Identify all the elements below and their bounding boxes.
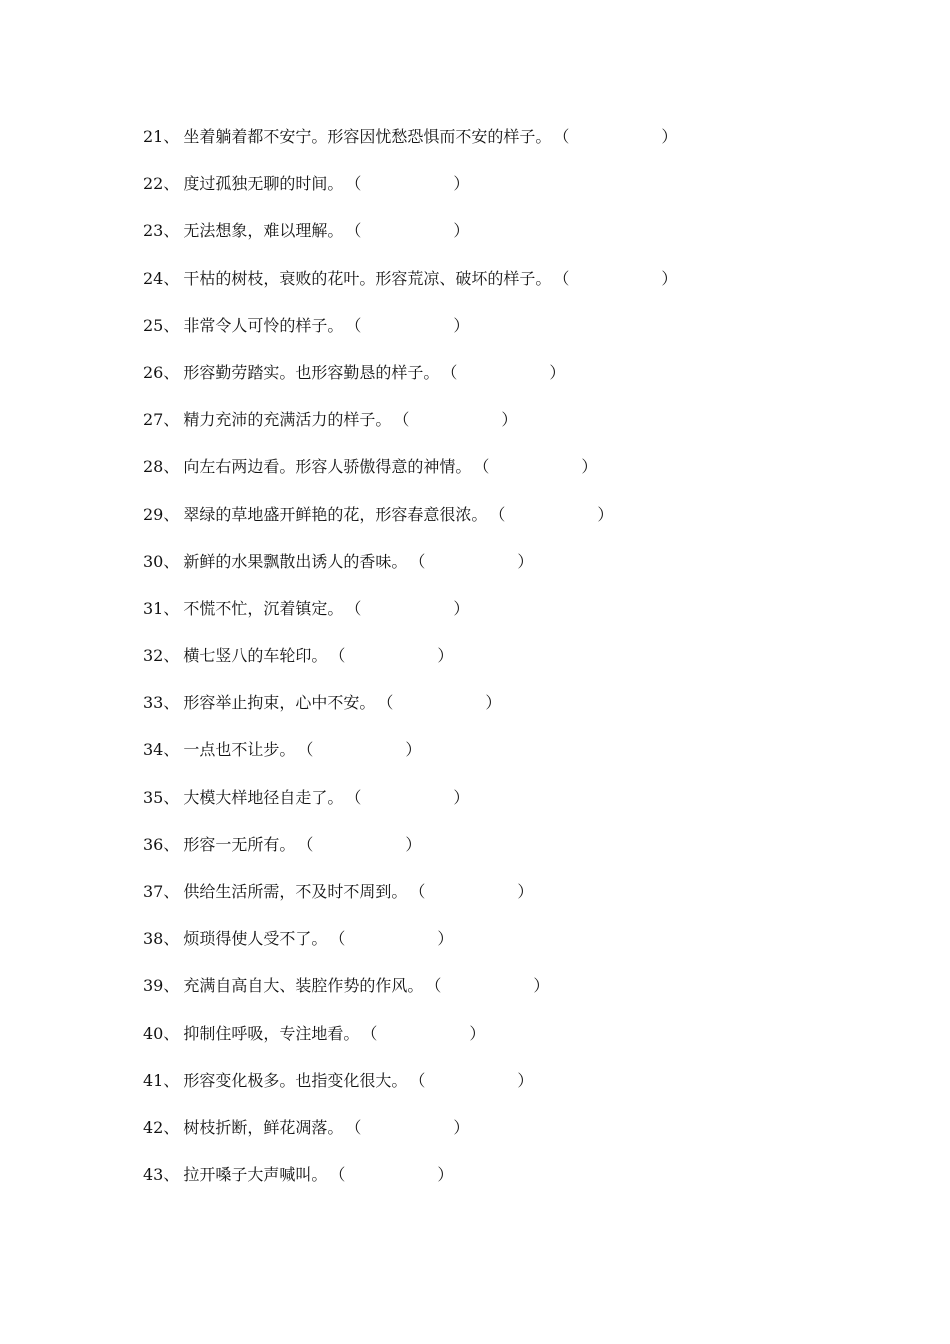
close-parenthesis: ） (533, 976, 550, 996)
question-number: 26 (143, 362, 164, 382)
close-parenthesis: ） (405, 834, 422, 854)
answer-blank[interactable] (473, 454, 598, 480)
question-text: 精力充沛的充满活力的样子。 (183, 410, 392, 430)
question-separator: 、 (163, 976, 180, 996)
question-item (143, 549, 673, 596)
answer-blank[interactable] (329, 1162, 454, 1188)
question-item (143, 1162, 673, 1209)
close-parenthesis: ） (453, 598, 470, 618)
open-parenthesis: （ (409, 551, 426, 571)
close-parenthesis: ） (517, 1070, 534, 1090)
answer-space[interactable] (357, 1118, 453, 1138)
close-parenthesis: ） (453, 1117, 470, 1137)
question-number: 38 (143, 929, 164, 949)
question-number: 42 (143, 1117, 164, 1137)
answer-space[interactable] (485, 457, 581, 477)
question-item (143, 879, 673, 926)
answer-space[interactable] (357, 174, 453, 194)
question-item (143, 360, 673, 407)
answer-space[interactable] (405, 410, 501, 430)
close-parenthesis: ） (549, 362, 566, 382)
question-separator: 、 (163, 1165, 180, 1185)
question-item (143, 690, 673, 737)
close-parenthesis: ） (453, 315, 470, 335)
question-number: 28 (143, 457, 164, 477)
question-text: 形容举止拘束，心中不安。 (183, 693, 376, 713)
question-separator: 、 (163, 551, 180, 571)
question-text: 无法想象，难以理解。 (183, 221, 344, 241)
question-item (143, 124, 678, 171)
answer-space[interactable] (341, 646, 437, 666)
question-number: 41 (143, 1070, 164, 1090)
close-parenthesis: ） (469, 1023, 486, 1043)
question-list (143, 124, 678, 1209)
open-parenthesis: （ (553, 268, 570, 288)
open-parenthesis: （ (409, 1070, 426, 1090)
question-number: 25 (143, 315, 164, 335)
question-text: 干枯的树枝，衰败的花叶。形容荒凉、破坏的样子。 (183, 268, 552, 288)
question-text: 充满自高自大、装腔作势的作风。 (183, 976, 424, 996)
question-separator: 、 (163, 457, 180, 477)
answer-space[interactable] (309, 740, 405, 760)
close-parenthesis: ） (661, 127, 678, 146)
open-parenthesis: （ (345, 174, 362, 194)
answer-blank[interactable] (329, 926, 454, 952)
open-parenthesis: （ (377, 693, 394, 713)
close-parenthesis: ） (405, 740, 422, 760)
question-item (143, 926, 673, 973)
open-parenthesis: （ (441, 362, 458, 382)
question-item (143, 643, 673, 690)
question-text: 新鲜的水果飘散出诱人的香味。 (183, 551, 408, 571)
question-item (143, 502, 673, 549)
question-text: 形容一无所有。 (183, 834, 296, 854)
question-number: 37 (143, 882, 164, 901)
answer-space[interactable] (453, 363, 549, 383)
open-parenthesis: （ (345, 315, 362, 335)
answer-blank[interactable] (409, 549, 534, 575)
answer-blank[interactable] (361, 1021, 486, 1047)
question-text: 树枝折断，鲜花凋落。 (183, 1117, 344, 1137)
question-text: 横七竖八的车轮印。 (183, 646, 328, 666)
answer-blank[interactable] (393, 407, 518, 433)
question-item (143, 218, 673, 265)
answer-space[interactable] (437, 976, 533, 996)
close-parenthesis: ） (517, 551, 534, 571)
answer-blank[interactable] (553, 266, 678, 292)
question-separator: 、 (163, 410, 180, 430)
answer-blank[interactable] (345, 785, 470, 811)
question-separator: 、 (163, 834, 180, 854)
answer-blank[interactable] (345, 171, 470, 197)
question-separator: 、 (163, 504, 180, 524)
question-text: 不慌不忙，沉着镇定。 (183, 598, 344, 618)
close-parenthesis: ） (661, 268, 678, 288)
answer-space[interactable] (341, 929, 437, 949)
close-parenthesis: ） (437, 929, 454, 949)
question-number: 39 (143, 976, 164, 996)
answer-blank[interactable] (489, 502, 614, 528)
question-separator: 、 (163, 221, 180, 241)
answer-space[interactable] (357, 599, 453, 619)
question-number: 40 (143, 1023, 164, 1043)
question-text: 形容勤劳踏实。也形容勤恳的样子。 (183, 362, 440, 382)
answer-space[interactable] (421, 1071, 517, 1091)
question-separator: 、 (163, 929, 180, 949)
close-parenthesis: ） (437, 1165, 454, 1185)
question-number: 27 (143, 410, 164, 430)
open-parenthesis: （ (489, 504, 506, 524)
question-item (143, 737, 673, 784)
question-number: 30 (143, 551, 164, 571)
question-separator: 、 (163, 598, 180, 618)
answer-blank[interactable] (329, 643, 454, 669)
answer-blank[interactable] (409, 1068, 534, 1094)
question-separator: 、 (163, 1117, 180, 1137)
question-separator: 、 (163, 1070, 180, 1090)
open-parenthesis: （ (409, 882, 426, 901)
question-number: 35 (143, 787, 164, 807)
question-number: 29 (143, 504, 164, 524)
question-item (143, 785, 673, 832)
question-number: 24 (143, 268, 164, 288)
answer-space[interactable] (357, 316, 453, 336)
close-parenthesis: ） (581, 457, 598, 477)
question-item (143, 596, 673, 643)
question-item (143, 407, 673, 454)
answer-blank[interactable] (409, 879, 534, 905)
open-parenthesis: （ (345, 598, 362, 618)
answer-space[interactable] (373, 1024, 469, 1044)
question-text: 形容变化极多。也指变化很大。 (183, 1070, 408, 1090)
open-parenthesis: （ (329, 1165, 346, 1185)
answer-space[interactable] (357, 221, 453, 241)
question-text: 向左右两边看。形容人骄傲得意的神情。 (183, 457, 472, 477)
question-text: 大模大样地径自走了。 (183, 787, 344, 807)
answer-space[interactable] (565, 269, 661, 289)
close-parenthesis: ） (453, 221, 470, 241)
question-separator: 、 (163, 127, 180, 146)
question-text: 非常令人可怜的样子。 (183, 315, 344, 335)
close-parenthesis: ） (437, 646, 454, 666)
open-parenthesis: （ (473, 457, 490, 477)
question-separator: 、 (163, 268, 180, 288)
question-number: 22 (143, 174, 164, 194)
close-parenthesis: ） (597, 504, 614, 524)
answer-space[interactable] (309, 835, 405, 855)
close-parenthesis: ） (485, 693, 502, 713)
question-item (143, 1115, 673, 1162)
open-parenthesis: （ (425, 976, 442, 996)
question-separator: 、 (163, 693, 180, 713)
answer-space[interactable] (341, 1165, 437, 1185)
open-parenthesis: （ (345, 221, 362, 241)
answer-space[interactable] (357, 788, 453, 808)
question-separator: 、 (163, 882, 180, 901)
question-number: 23 (143, 221, 164, 241)
question-separator: 、 (163, 1023, 180, 1043)
answer-space[interactable] (421, 552, 517, 572)
question-item (143, 1068, 673, 1115)
question-number: 33 (143, 693, 164, 713)
open-parenthesis: （ (329, 929, 346, 949)
question-text: 供给生活所需，不及时不周到。 (183, 882, 408, 901)
answer-blank[interactable] (297, 737, 422, 763)
question-text: 坐着躺着都不安宁。形容因忧愁恐惧而不安的样子。 (183, 127, 552, 146)
question-separator: 、 (163, 646, 180, 666)
question-text: 度过孤独无聊的时间。 (183, 174, 344, 194)
question-number: 32 (143, 646, 164, 666)
question-separator: 、 (163, 174, 180, 194)
close-parenthesis: ） (453, 174, 470, 194)
open-parenthesis: （ (345, 787, 362, 807)
answer-blank[interactable] (345, 313, 470, 339)
question-text: 拉开嗓子大声喊叫。 (183, 1165, 328, 1185)
question-text: 翠绿的草地盛开鲜艳的花，形容春意很浓。 (183, 504, 488, 524)
answer-space[interactable] (501, 505, 597, 525)
question-item (143, 1021, 673, 1068)
open-parenthesis: （ (361, 1023, 378, 1043)
question-number: 43 (143, 1165, 164, 1185)
answer-blank[interactable] (297, 832, 422, 858)
question-separator: 、 (163, 740, 180, 760)
question-item (143, 832, 673, 879)
answer-blank[interactable] (425, 973, 550, 999)
open-parenthesis: （ (553, 127, 570, 146)
answer-blank[interactable] (345, 1115, 470, 1141)
close-parenthesis: ） (453, 787, 470, 807)
question-item (143, 266, 678, 313)
question-text: 一点也不让步。 (183, 740, 296, 760)
open-parenthesis: （ (393, 410, 410, 430)
close-parenthesis: ） (517, 882, 534, 901)
question-separator: 、 (163, 787, 180, 807)
open-parenthesis: （ (329, 646, 346, 666)
question-item (143, 973, 673, 1020)
answer-space[interactable] (421, 882, 517, 902)
question-number: 21 (143, 127, 164, 146)
answer-blank[interactable] (553, 124, 678, 150)
open-parenthesis: （ (345, 1117, 362, 1137)
question-separator: 、 (163, 362, 180, 382)
question-number: 36 (143, 834, 164, 854)
question-text: 烦琐得使人受不了。 (183, 929, 328, 949)
answer-blank[interactable] (441, 360, 566, 386)
question-text: 抑制住呼吸，专注地看。 (183, 1023, 360, 1043)
open-parenthesis: （ (297, 834, 314, 854)
question-item (143, 171, 673, 218)
question-item (143, 454, 673, 501)
answer-space[interactable] (565, 127, 661, 147)
answer-blank[interactable] (345, 218, 470, 244)
question-item (143, 313, 673, 360)
answer-blank[interactable] (345, 596, 470, 622)
answer-blank[interactable] (377, 690, 502, 716)
answer-space[interactable] (389, 693, 485, 713)
question-separator: 、 (163, 315, 180, 335)
open-parenthesis: （ (297, 740, 314, 760)
question-number: 31 (143, 598, 164, 618)
question-number: 34 (143, 740, 164, 760)
close-parenthesis: ） (501, 410, 518, 430)
